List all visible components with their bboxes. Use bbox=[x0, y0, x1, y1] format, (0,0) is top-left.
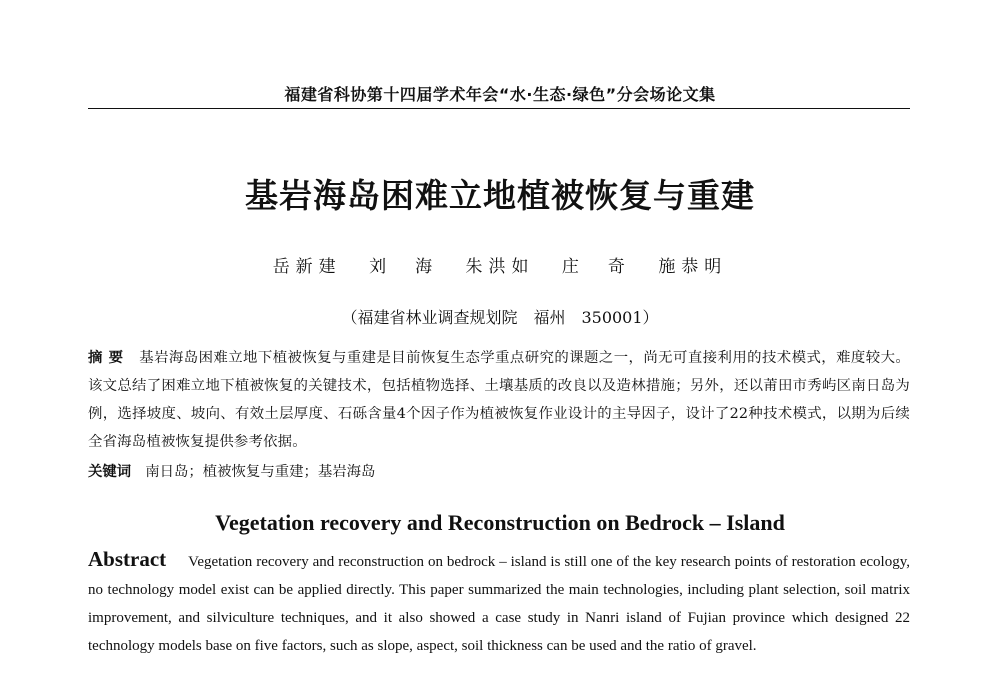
chinese-keywords bbox=[88, 458, 910, 486]
header-rule bbox=[88, 108, 910, 109]
author-name: 岳新建 bbox=[272, 257, 342, 277]
paper-title: 基岩海岛困难立地植被恢复与重建 bbox=[245, 176, 755, 215]
keywords-text: 南日岛；植被恢复与重建；基岩海岛 bbox=[145, 464, 376, 480]
running-header: 福建省科协第十四届学术年会“水·生态·绿色”分会场论文集 bbox=[284, 85, 716, 104]
english-title: Vegetation recovery and Reconstruction on Bedrock – Island bbox=[215, 510, 785, 535]
chinese-abstract bbox=[88, 344, 910, 456]
english-abstract-text: Vegetation recovery and reconstruction on bedrock – island is still one of the key research points of restoration ecology, no technology model exist can be applied directly. This paper summarized the main technologies, including plant selection, soil matrix improvement, and silviculture techniques, and it also showed a case study in Nanri island of Fujian province which designed 22 technology models base on five factors, such as slope, aspect, soil thickness can be used and the ratio of gravel. bbox=[88, 554, 910, 654]
author-name: 刘 海 bbox=[369, 257, 439, 277]
chinese-abstract-label: 摘要 bbox=[88, 350, 130, 366]
english-abstract bbox=[88, 545, 910, 660]
chinese-abstract-text: 基岩海岛困难立地下植被恢复与重建是目前恢复生态学重点研究的课题之一，尚无可直接利用的技术模式，难度较大。该文总结了困难立地下植被恢复的关键技术，包括植物选择、土壤基质的改良以及造林措施；另外，还以莆田市秀屿区南日岛为例，选择坡度、坡向、有效土层厚度、石砾含量4个因子作为植被恢复作业设计的主导因子，设计了22种技术模式，以期为后续全省海岛植被恢复提供参考依据。 bbox=[88, 350, 910, 450]
english-abstract-label: Abstract bbox=[88, 547, 167, 571]
keywords-label: 关键词 bbox=[88, 464, 132, 480]
author-name: 庄 奇 bbox=[561, 257, 631, 277]
author-list bbox=[0, 252, 1000, 277]
author-name: 施恭明 bbox=[658, 257, 728, 277]
affiliation: （福建省林业调查规划院 福州 350001） bbox=[341, 308, 659, 327]
author-name: 朱洪如 bbox=[465, 257, 535, 277]
